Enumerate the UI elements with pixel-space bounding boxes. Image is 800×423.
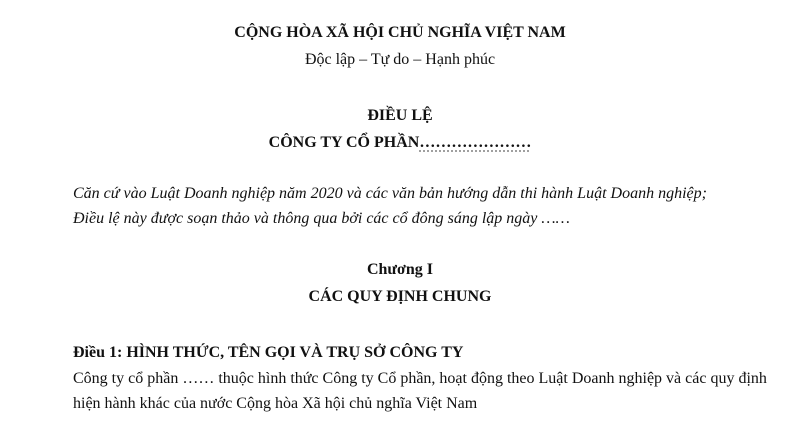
- document-title: ĐIỀU LỆ: [367, 107, 433, 124]
- company-name-blank: …………………: [419, 134, 532, 151]
- article-body-line-1: Công ty cổ phần …… thuộc hình thức Công ty Cổ phần, hoạt động theo Luật Doanh nghiệp và các quy định: [73, 370, 767, 387]
- legal-basis-line-1: Căn cứ vào Luật Doanh nghiệp năm 2020 và các văn bản hướng dẫn thi hành Luật Doanh nghiệp;: [73, 185, 707, 202]
- nation-heading: CỘNG HÒA XÃ HỘI CHỦ NGHĨA VIỆT NAM: [234, 24, 566, 41]
- company-name-line: [0, 134, 800, 152]
- national-motto: Độc lập – Tự do – Hạnh phúc: [304, 51, 496, 68]
- article-body-line-2: hiện hành khác của nước Cộng hòa Xã hội chủ nghĩa Việt Nam: [73, 395, 478, 412]
- chapter-label: Chương I: [366, 261, 434, 278]
- article-heading: Điều 1: HÌNH THỨC, TÊN GỌI VÀ TRỤ SỞ CÔNG TY: [73, 344, 464, 361]
- chapter-title: CÁC QUY ĐỊNH CHUNG: [308, 288, 492, 305]
- legal-basis-line-2: Điều lệ này được soạn thảo và thông qua bởi các cổ đông sáng lập ngày ……: [73, 210, 570, 227]
- company-name-prefix: CÔNG TY CỔ PHẦN: [268, 134, 420, 151]
